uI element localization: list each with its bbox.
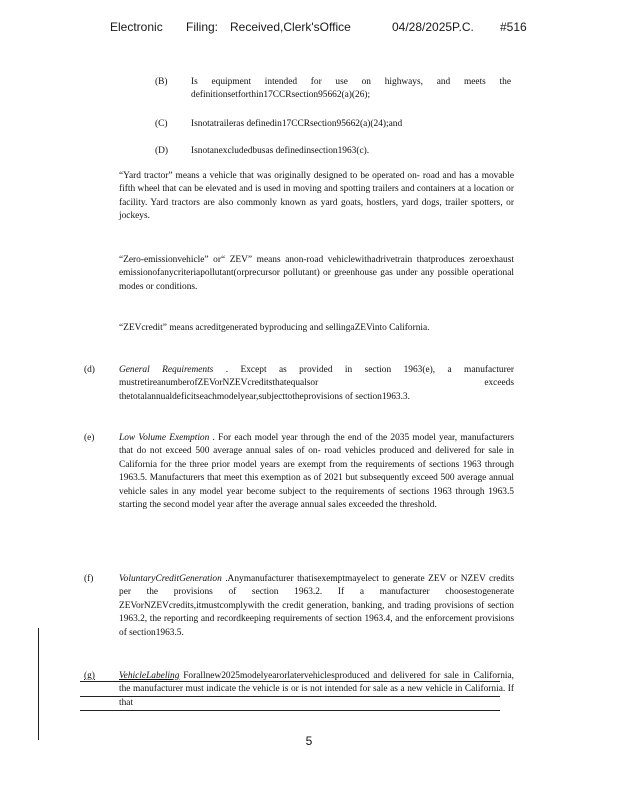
header-electronic: Electronic (110, 20, 163, 34)
section-text: . For each model year through the end of the 2035 model year, manufacturers that do not exceed 500 average annual sales of on- road vehicles produced and delivered for sale in California for the three prior model years are exempt from the requirements of sections 1963 through 1963.5. Manufacturers that meet this exemption as of 2021 but subsequently exceed 500 average annual vehicle sales in any model year become subject to the requirements of sections 1963 through 1963.5 starting the second model year after the average annual sales exceeded the threshold. (119, 433, 514, 511)
item-text: Is equipment intended for use on highways, and meets the definitionsetforthin17CCRsection95662(a)(26); (191, 77, 511, 101)
section-title: General Requirements (119, 365, 214, 375)
revision-bar (38, 628, 39, 740)
section-g-body (119, 670, 514, 710)
definition-yard-tractor: “Yard tractor” means a vehicle that was originally designed to be operated on- road and has a movable fifth wheel that can be elevated and is used in moving and spotting trailers and containers at a location or facility. Yard tractors are also commonly known as yard goats, hostlers, yard dogs, trailer spotters, or jockeys. (119, 171, 514, 222)
header-date: 04/28/2025P.C. (392, 20, 474, 34)
section-label: (f) (84, 574, 94, 584)
section-text: Forallnew2025modelyearorlatervehiclesproduced and delivered for sale in California, the manufacturer must indicate the vehicle is or is not intended for sale as a new vehicle in California. If that (119, 671, 515, 708)
section-label: (e) (84, 433, 95, 443)
item-text: Isnotatraileras definedin17CCRsection95662(a)(24);and (191, 119, 403, 129)
section-e-body (119, 432, 514, 512)
section-text: .Anymanufacturer thatisexemptmayelect to generate ZEV or NZEV credits per the provisions of section 1963.2. If a manufacturer choosestogenerate ZEVorNZEVcredits,itmustcomplywith the credit generation, banking, and trading provisions of section 1963.2, the reporting and recordkeeping requirements of section 1963.4, and the enforcement provisions of section1963.5. (119, 574, 514, 638)
item-label: (C) (155, 119, 168, 129)
section-label: (g) (84, 671, 95, 681)
page-number: 5 (305, 734, 313, 748)
definition-zev: “Zero-emissionvehicle” or“ ZEV” means anon-road vehiclewithadrivetrain thatproduces zeroexhaust emissionofanycriteriapollutant(orprecursor pollutant) or greenhouse gas under any possible operational modes or conditions. (119, 255, 514, 292)
section-text: . Except as provided in section 1963(e), a manufacturer mustretireanumberofZEVorNZEVcreditsthatequalsor exceeds thetotalannualdeficitseachmodelyear,subjecttotheprovisions of section1963.3. (119, 365, 515, 402)
filing-header (110, 20, 530, 36)
item-label: (D) (155, 146, 169, 156)
section-title: VehicleLabeling (119, 671, 180, 681)
header-filing: Filing: (186, 20, 219, 34)
section-label: (d) (84, 365, 95, 375)
item-text: Isnotanexcludedbusas definedinsection1963(c). (191, 146, 370, 156)
section-title: VoluntaryCreditGeneration (119, 574, 222, 584)
section-d-body (119, 364, 514, 404)
definition-zev-credit: “ZEVcredit” means acreditgenerated byproducing and sellingaZEVinto California. (119, 323, 430, 333)
section-title: Low Volume Exemption (119, 433, 210, 443)
item-label: (B) (155, 77, 168, 87)
section-f-body (119, 573, 514, 640)
header-received: Received,Clerk'sOffice (230, 20, 351, 34)
header-number: #516 (500, 20, 527, 34)
